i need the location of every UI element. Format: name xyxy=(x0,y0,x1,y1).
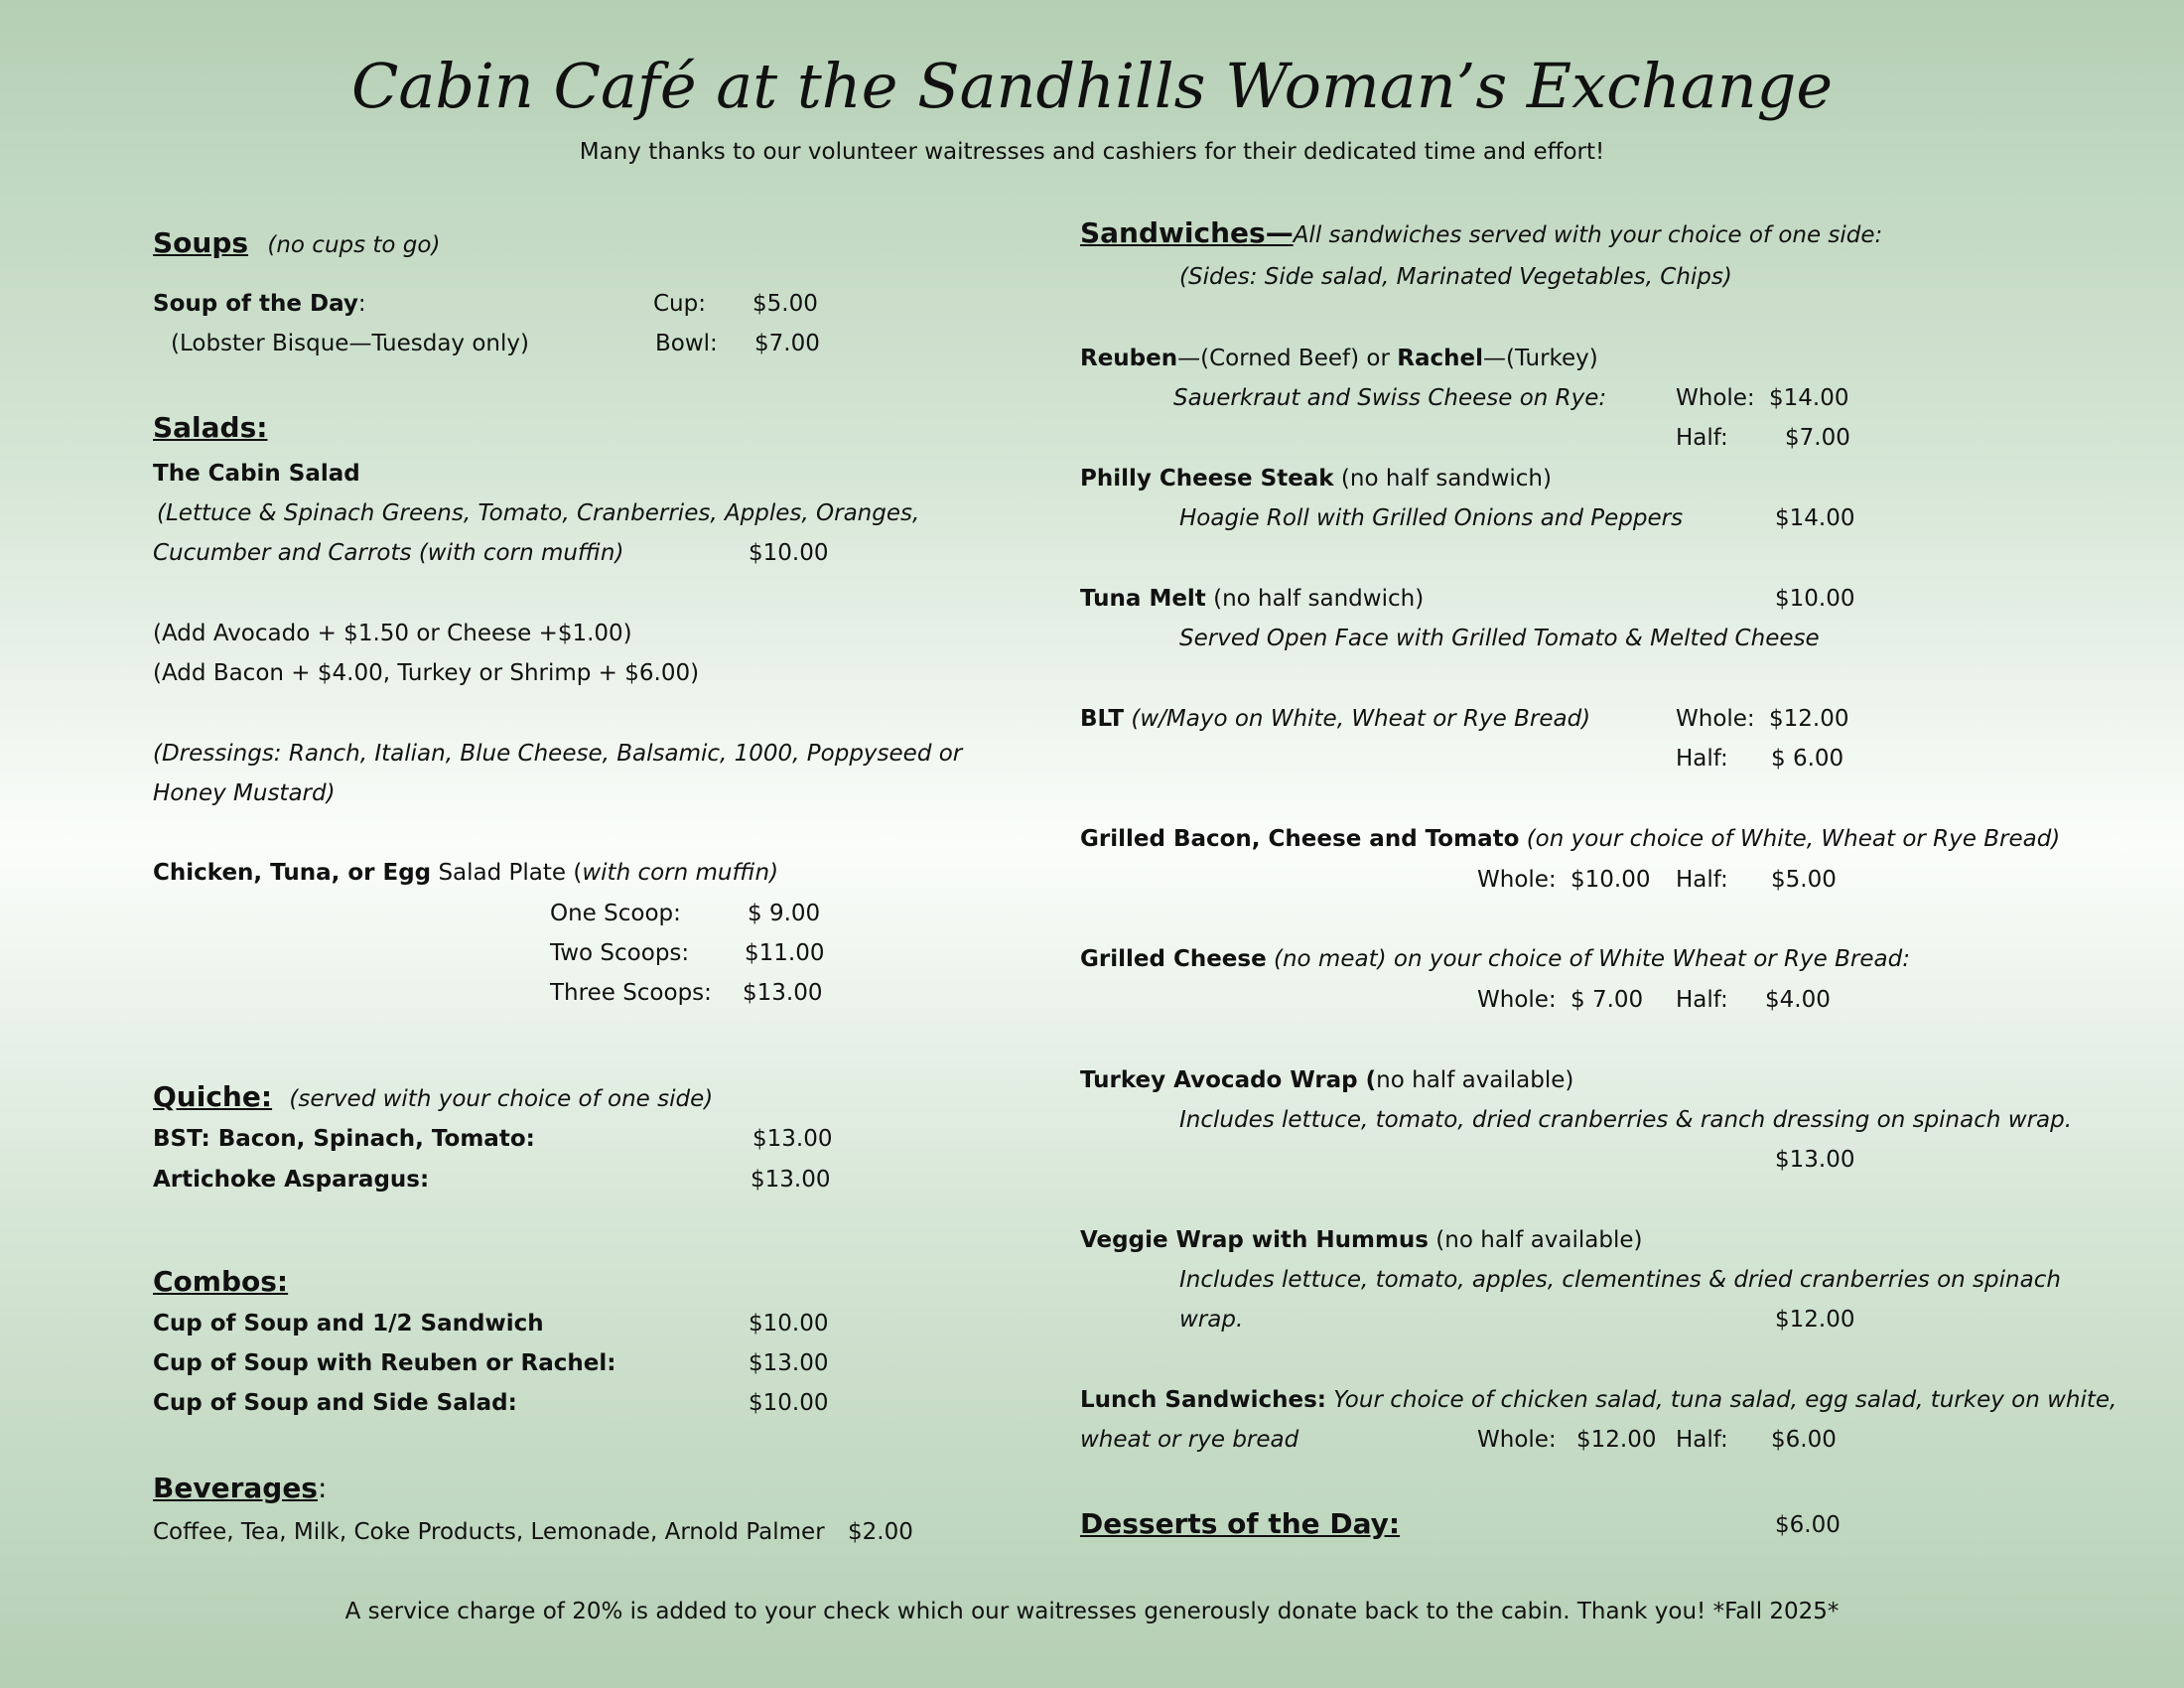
salad-plate-name: Chicken, Tuna, or Egg xyxy=(153,860,432,886)
sandwiches-sides: (Sides: Side salad, Marinated Vegetables, Chips) xyxy=(1179,264,1732,290)
right-column xyxy=(1080,0,2152,1589)
cabin-salad-desc-1: (Lettuce & Spinach Greens, Tomato, Cranberries, Apples, Oranges, xyxy=(157,500,920,526)
sandwiches-note: All sandwiches served with your choice of one side: xyxy=(1293,222,1883,248)
grilled-cheese-name: Grilled Cheese xyxy=(1080,946,1267,972)
blt-whole-price: $12.00 xyxy=(1769,706,1849,732)
combo-name-3: Cup of Soup and Side Salad: xyxy=(153,1390,517,1416)
tuna-row xyxy=(1080,586,1424,612)
page-subtitle: Many thanks to our volunteer waitresses and cashiers for their dedicated time and effort! xyxy=(579,139,1605,165)
blt-note: (w/Mayo on White, Wheat or Rye Bread) xyxy=(1124,706,1591,732)
blt-name: BLT xyxy=(1080,706,1125,732)
sandwiches-heading-row xyxy=(1080,216,1882,249)
turkey-wrap-note: no half available) xyxy=(1376,1067,1574,1093)
tuna-desc: Served Open Face with Grilled Tomato & Melted Cheese xyxy=(1179,626,1820,651)
gbct-whole-price: $10.00 xyxy=(1570,867,1651,893)
tuna-note: (no half sandwich) xyxy=(1205,586,1425,612)
salad-plate-mid: Salad Plate ( xyxy=(431,860,583,886)
turkey-wrap-price: $13.00 xyxy=(1775,1147,1855,1173)
quiche-artichoke-label: Artichoke Asparagus: xyxy=(153,1167,430,1193)
footer-note: A service charge of 20% is added to your check which our waitresses generously donate back to the cabin. Thank you! *Fall 2025* xyxy=(344,1599,1840,1624)
soup-of-day-name: Soup of the Day xyxy=(153,291,358,317)
dressings-2: Honey Mustard) xyxy=(153,780,336,806)
veggie-wrap-desc-2: wrap. xyxy=(1179,1307,1244,1333)
quiche-artichoke-price: $13.00 xyxy=(751,1167,831,1193)
salad-addon-1: (Add Avocado + $1.50 or Cheese +$1.00) xyxy=(153,621,632,646)
soups-heading: Soups xyxy=(153,226,249,259)
combo-name-1: Cup of Soup and 1/2 Sandwich xyxy=(153,1311,544,1336)
reuben-whole-label: Whole: xyxy=(1676,385,1755,411)
lunch-whole-label: Whole: xyxy=(1477,1427,1557,1453)
philly-name: Philly Cheese Steak xyxy=(1080,466,1334,492)
desserts-heading: Desserts of the Day: xyxy=(1080,1507,1401,1540)
combo-price-1: $10.00 xyxy=(749,1311,829,1336)
gbct-note: (on your choice of White, Wheat or Rye Bread) xyxy=(1519,826,2061,852)
grilled-cheese-whole-price: $ 7.00 xyxy=(1570,987,1644,1013)
lunch-whole-price: $12.00 xyxy=(1576,1427,1657,1453)
reuben-row xyxy=(1080,346,1598,371)
philly-row xyxy=(1080,466,1552,492)
tuna-price: $10.00 xyxy=(1775,586,1855,612)
reuben-desc: Sauerkraut and Swiss Cheese on Rye: xyxy=(1173,385,1607,411)
bowl-label: Bowl: xyxy=(655,331,718,356)
combos-heading: Combos: xyxy=(153,1265,289,1298)
blt-row xyxy=(1080,706,1590,732)
gbct-half-label: Half: xyxy=(1676,867,1728,893)
soups-heading-row xyxy=(153,226,440,259)
desserts-price: $6.00 xyxy=(1775,1512,1841,1538)
reuben-half-price: $7.00 xyxy=(1785,425,1850,451)
cabin-salad-name: The Cabin Salad xyxy=(153,461,360,487)
soup-of-day-colon: : xyxy=(357,291,366,317)
sandwiches-heading: Sandwiches— xyxy=(1080,216,1294,249)
veggie-wrap-desc-1: Includes lettuce, tomato, apples, clementines & dried cranberries on spinach xyxy=(1179,1267,2061,1293)
quiche-heading: Quiche: xyxy=(153,1080,273,1113)
lunch-sandwiches-desc-1: Your choice of chicken salad, tuna salad, egg salad, turkey on white, xyxy=(1325,1387,2117,1413)
scoop-price-2: $11.00 xyxy=(745,940,825,966)
reuben-mid: —(Corned Beef) or xyxy=(1177,346,1398,371)
blt-half-price: $ 6.00 xyxy=(1771,746,1844,772)
reuben-half-label: Half: xyxy=(1676,425,1728,451)
beverages-heading: Beverages xyxy=(153,1472,318,1504)
blt-whole-label: Whole: xyxy=(1676,706,1755,732)
grilled-cheese-whole-label: Whole: xyxy=(1477,987,1557,1013)
gbct-name: Grilled Bacon, Cheese and Tomato xyxy=(1080,826,1520,852)
soups-note: (no cups to go) xyxy=(267,232,441,258)
lunch-sandwiches-desc-2: wheat or rye bread xyxy=(1080,1427,1299,1453)
cabin-salad-price: $10.00 xyxy=(749,540,829,566)
scoop-price-1: $ 9.00 xyxy=(748,901,821,926)
scoop-label-3: Three Scoops: xyxy=(550,980,712,1006)
page-title: Cabin Café at the Sandhills Woman’s Exchange xyxy=(350,50,1834,122)
turkey-wrap-name: Turkey Avocado Wrap ( xyxy=(1080,1067,1377,1093)
beverages-price: $2.00 xyxy=(848,1519,913,1545)
tuna-name: Tuna Melt xyxy=(1080,586,1206,612)
salads-heading: Salads: xyxy=(153,411,268,444)
gbct-half-price: $5.00 xyxy=(1771,867,1837,893)
veggie-wrap-row xyxy=(1080,1227,1643,1253)
salad-plate-note: with corn muffin) xyxy=(582,860,779,886)
quiche-bst-desc: : Bacon, Spinach, Tomato: xyxy=(201,1126,535,1152)
quiche-heading-row xyxy=(153,1080,713,1113)
combo-name-2: Cup of Soup with Reuben or Rachel: xyxy=(153,1350,616,1376)
quiche-bst-row xyxy=(153,1126,535,1152)
veggie-wrap-note: (no half available) xyxy=(1429,1227,1643,1253)
quiche-bst-price: $13.00 xyxy=(752,1126,833,1152)
scoop-label-2: Two Scoops: xyxy=(550,940,690,966)
soup-special: (Lobster Bisque—Tuesday only) xyxy=(171,331,529,356)
salad-plate-row xyxy=(153,860,778,886)
philly-note: (no half sandwich) xyxy=(1333,466,1552,492)
quiche-bst-label: BST xyxy=(153,1126,202,1152)
salad-addon-2: (Add Bacon + $4.00, Turkey or Shrimp + $6.00) xyxy=(153,660,700,686)
soup-of-day-row xyxy=(153,291,366,317)
lunch-sandwiches-name: Lunch Sandwiches: xyxy=(1080,1387,1326,1413)
beverages-list: Coffee, Tea, Milk, Coke Products, Lemonade, Arnold Palmer xyxy=(153,1519,825,1545)
lunch-half-label: Half: xyxy=(1676,1427,1728,1453)
grilled-cheese-half-price: $4.00 xyxy=(1765,987,1831,1013)
gbct-whole-label: Whole: xyxy=(1477,867,1557,893)
cabin-salad-desc-2: Cucumber and Carrots (with corn muffin) xyxy=(153,540,624,566)
quiche-note: (served with your choice of one side) xyxy=(289,1086,714,1112)
veggie-wrap-name: Veggie Wrap with Hummus xyxy=(1080,1227,1429,1253)
scoop-price-3: $13.00 xyxy=(743,980,823,1006)
beverages-colon: : xyxy=(317,1472,328,1504)
turkey-wrap-desc: Includes lettuce, tomato, dried cranberries & ranch dressing on spinach wrap. xyxy=(1179,1107,2073,1133)
scoop-label-1: One Scoop: xyxy=(550,901,681,926)
cup-label: Cup: xyxy=(653,291,706,317)
rachel-name: Rachel xyxy=(1397,346,1483,371)
reuben-end: —(Turkey) xyxy=(1482,346,1598,371)
turkey-wrap-row xyxy=(1080,1067,1573,1093)
grilled-cheese-row xyxy=(1080,946,1910,972)
bowl-price: $7.00 xyxy=(754,331,820,356)
grilled-cheese-note: (no meat) on your choice of White Wheat or Rye Bread: xyxy=(1266,946,1910,972)
cup-price: $5.00 xyxy=(752,291,818,317)
lunch-sandwiches-row xyxy=(1080,1387,2116,1413)
grilled-cheese-half-label: Half: xyxy=(1676,987,1728,1013)
veggie-wrap-price: $12.00 xyxy=(1775,1307,1855,1333)
philly-desc: Hoagie Roll with Grilled Onions and Peppers xyxy=(1179,505,1684,531)
reuben-whole-price: $14.00 xyxy=(1769,385,1849,411)
gbct-row xyxy=(1080,826,2060,852)
combo-price-2: $13.00 xyxy=(749,1350,829,1376)
blt-half-label: Half: xyxy=(1676,746,1728,772)
lunch-half-price: $6.00 xyxy=(1771,1427,1837,1453)
philly-price: $14.00 xyxy=(1775,505,1855,531)
combo-price-3: $10.00 xyxy=(749,1390,829,1416)
beverages-heading-row xyxy=(153,1472,327,1504)
reuben-name: Reuben xyxy=(1080,346,1178,371)
left-column xyxy=(153,0,1046,1589)
dressings-1: (Dressings: Ranch, Italian, Blue Cheese, Balsamic, 1000, Poppyseed or xyxy=(153,741,963,767)
